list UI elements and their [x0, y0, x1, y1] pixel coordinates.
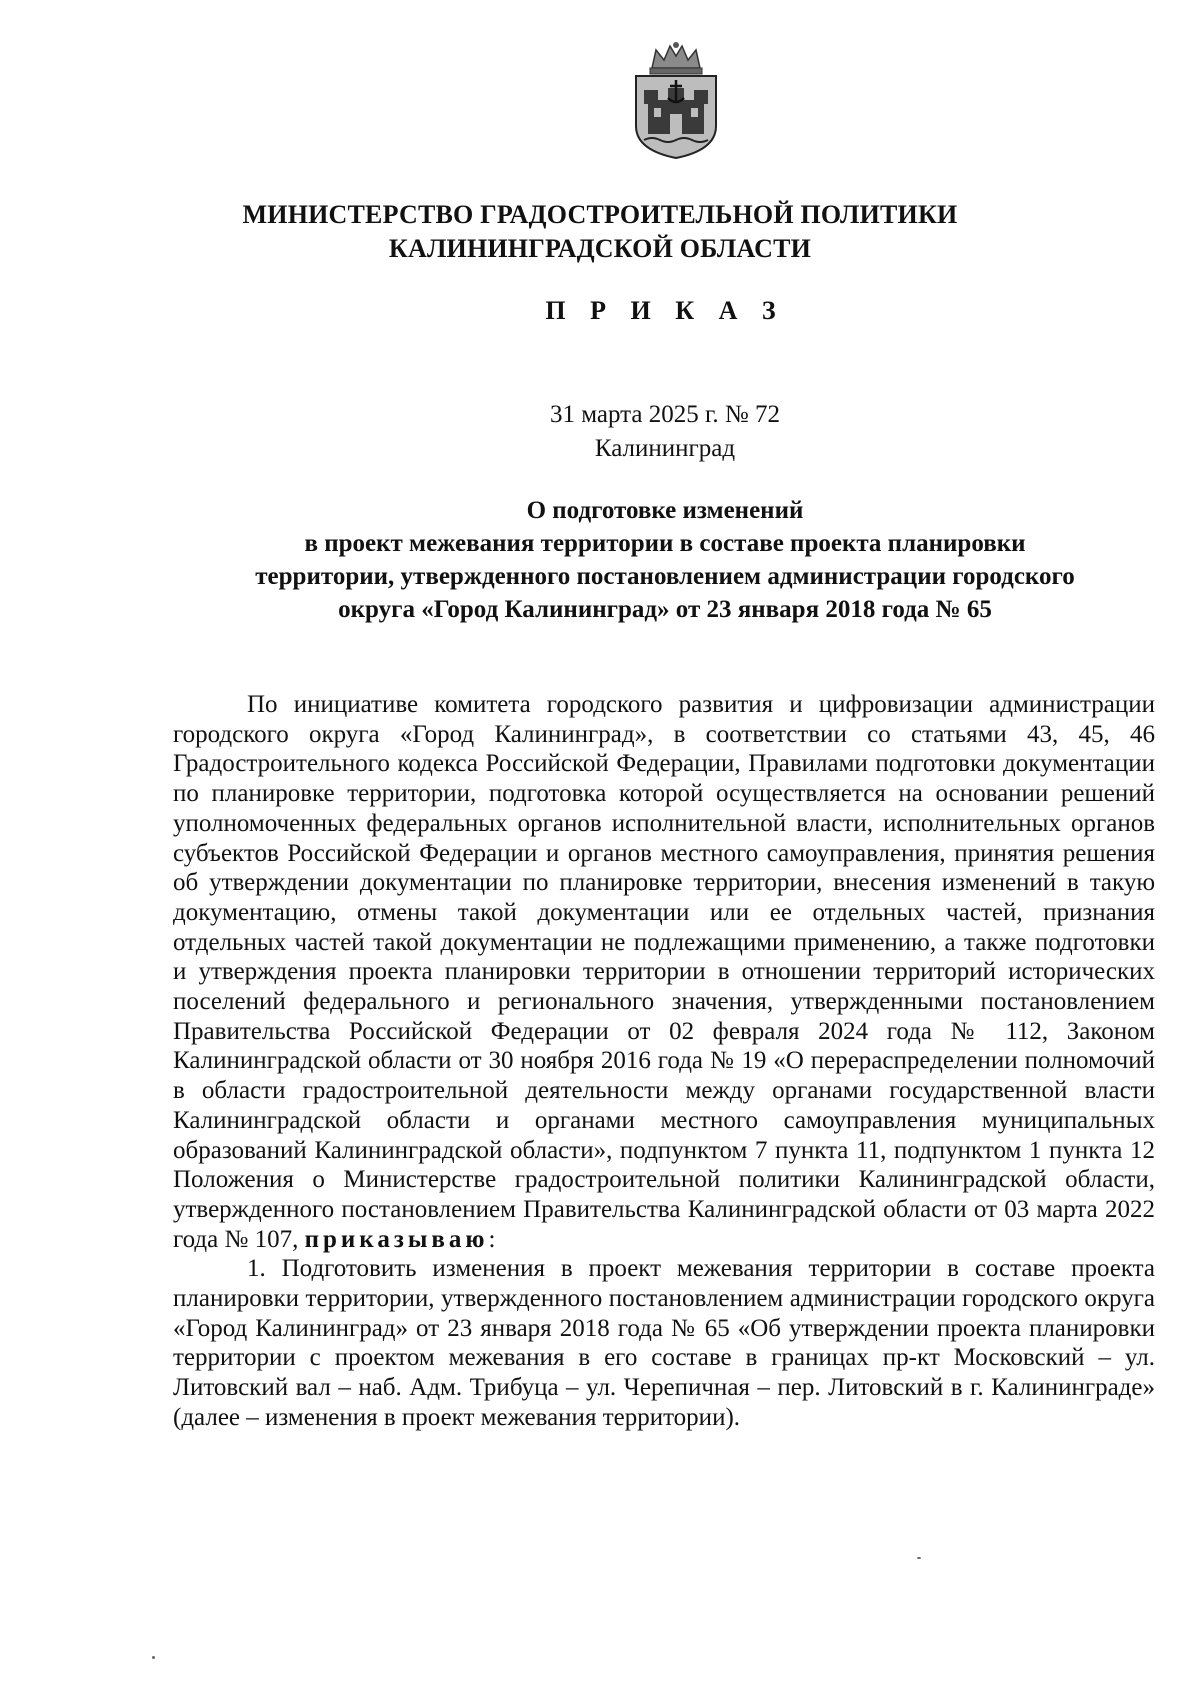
date-and-number: 31 марта 2025 г. № 72 — [549, 401, 781, 428]
order-subject — [170, 494, 1160, 626]
order-verb-colon: : — [488, 1225, 496, 1253]
ministry-name — [200, 198, 1000, 266]
document-type: П Р И К А З — [545, 296, 785, 325]
subject-line3: территории, утвержденного постановлением администрации городского — [255, 563, 1075, 590]
city: Калининград — [594, 435, 736, 462]
preamble-paragraph — [173, 690, 1155, 1254]
order-verb: приказываю — [304, 1225, 489, 1253]
order-body — [173, 690, 1155, 1433]
ministry-name-line2: КАЛИНИНГРАДСКОЙ ОБЛАСТИ — [388, 234, 812, 263]
subject-line2: в проект межевания территории в составе проекта планировки — [304, 530, 1026, 557]
order-item-1: 1. Подготовить изменения в проект межевания территории в составе проекта планировки территории, утвержденного постановлением администрации городского округа «Город Калининград» от 23 января 2018 года № 65 «Об утверждении проекта планировки территории с проектом межевания в его составе в границах пр-кт Московский – ул. Литовский вал – наб. Адм. Трибуца – ул. Черепичная – пер. Литовский в г. Калининграде» (далее – изменения в проект межевания территории). — [173, 1255, 1155, 1431]
scan-artifact — [917, 1557, 921, 1559]
coat-of-arms-icon — [630, 42, 722, 160]
preamble-text: По инициативе комитета городского развития и цифровизации администрации городского округа «Город Калининград», в соответствии со статьями 43, 45, 46 Градостроительного кодекса Российской Федерации, Правилами подготовки документации по планировке территории, подготовка которой осуществляется на основании решений уполномоченных федеральных органов исполнительной власти, исполнительных органов субъектов Российской Федерации и органов местного самоуправления, принятия решения об утверждении документации по планировке территории, внесения изменений в такую документацию, отмены такой документации или ее отдельных частей, признания отдельных частей такой документации не подлежащими применению, а также подготовки и утверждения проекта планировки территории в отношении территорий исторических поселений федерального и регионального значения, утвержденными постановлением Правительства Российской Федерации от 02 февраля 2024 года № 112, Законом Калининградской области от 30 ноября 2016 года № 19 «О перераспределении полномочий в области градостроительной деятельности между органами государственной власти Калининградской области и органами местного самоуправления муниципальных образований Калининградской области», подпунктом 7 пункта 11, подпунктом 1 пункта 12 Положения о Министерстве градостроительной политики Калининградской области, утвержденного постановлением Правительства Калининградской области от 03 марта 2022 года № 107, — [173, 691, 1155, 1253]
subject-line1: О подготовке изменений — [526, 497, 804, 524]
subject-line4: округа «Город Калининград» от 23 января 2018 года № 65 — [338, 596, 992, 623]
document-meta — [0, 398, 1200, 466]
scan-artifact — [152, 1656, 155, 1659]
ministry-name-line1: МИНИСТЕРСТВО ГРАДОСТРОИТЕЛЬНОЙ ПОЛИТИКИ — [242, 200, 958, 229]
